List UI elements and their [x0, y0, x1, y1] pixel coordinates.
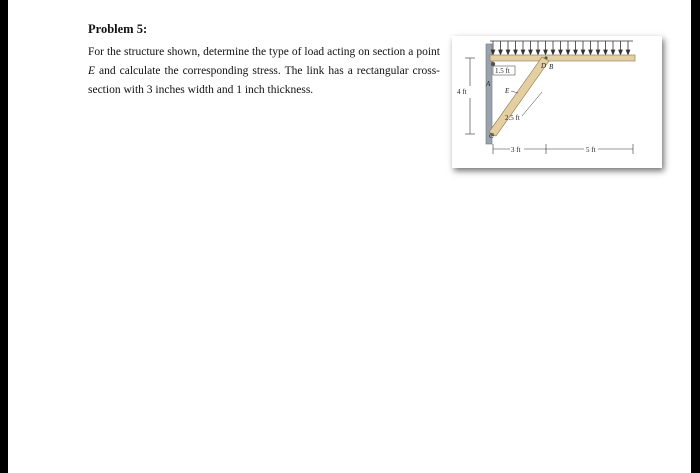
- point-D-label: D: [541, 62, 547, 70]
- dim-5ft-label: 5 ft: [586, 146, 596, 154]
- problem-text-part1: For the structure shown, determine the type of load acting on section a point: [88, 46, 440, 58]
- problem-title: Problem 5:: [88, 22, 148, 36]
- beam-AB: [490, 55, 635, 61]
- dim-3ft-label: 3 ft: [511, 146, 521, 154]
- load-arrowhead: [499, 50, 503, 55]
- load-arrowhead: [611, 50, 615, 55]
- point-C-label: C: [489, 132, 494, 140]
- structure-diagram: [452, 36, 662, 168]
- load-arrowhead: [574, 50, 578, 55]
- load-arrowhead: [626, 50, 630, 55]
- point-e-label: E: [88, 65, 96, 77]
- point-A-label: A: [486, 80, 491, 88]
- load-arrowhead: [589, 50, 593, 55]
- load-arrowhead: [619, 50, 623, 55]
- load-arrowhead: [514, 50, 518, 55]
- load-arrowhead: [566, 50, 570, 55]
- load-arrowhead: [551, 50, 555, 55]
- problem-block: [88, 22, 440, 100]
- load-arrowhead: [544, 50, 548, 55]
- problem-statement: [88, 43, 440, 100]
- load-arrowhead: [604, 50, 608, 55]
- dim-height-label: 4 ft: [457, 88, 467, 96]
- structure-figure: [452, 36, 662, 168]
- load-arrowhead: [559, 50, 563, 55]
- load-arrowhead: [529, 50, 533, 55]
- dim-offset-label: 1.5 ft: [495, 67, 510, 75]
- dimension-height: [465, 58, 475, 134]
- point-B-label: B: [549, 63, 554, 71]
- load-arrowhead: [536, 50, 540, 55]
- dim-link-label: 2.5 ft: [505, 114, 520, 122]
- distributed-load: [490, 41, 633, 55]
- pin-A: [491, 62, 495, 66]
- load-arrowhead: [596, 50, 600, 55]
- problem-text-part2: and calculate the corresponding stress. The link has a rectangular cross-section with 3 inches width and 1 inch thickness.: [88, 65, 440, 96]
- load-arrowhead: [581, 50, 585, 55]
- load-arrowhead: [521, 50, 525, 55]
- load-arrowhead: [506, 50, 510, 55]
- dim-link-line: [522, 92, 542, 116]
- point-E-label: E: [505, 87, 510, 95]
